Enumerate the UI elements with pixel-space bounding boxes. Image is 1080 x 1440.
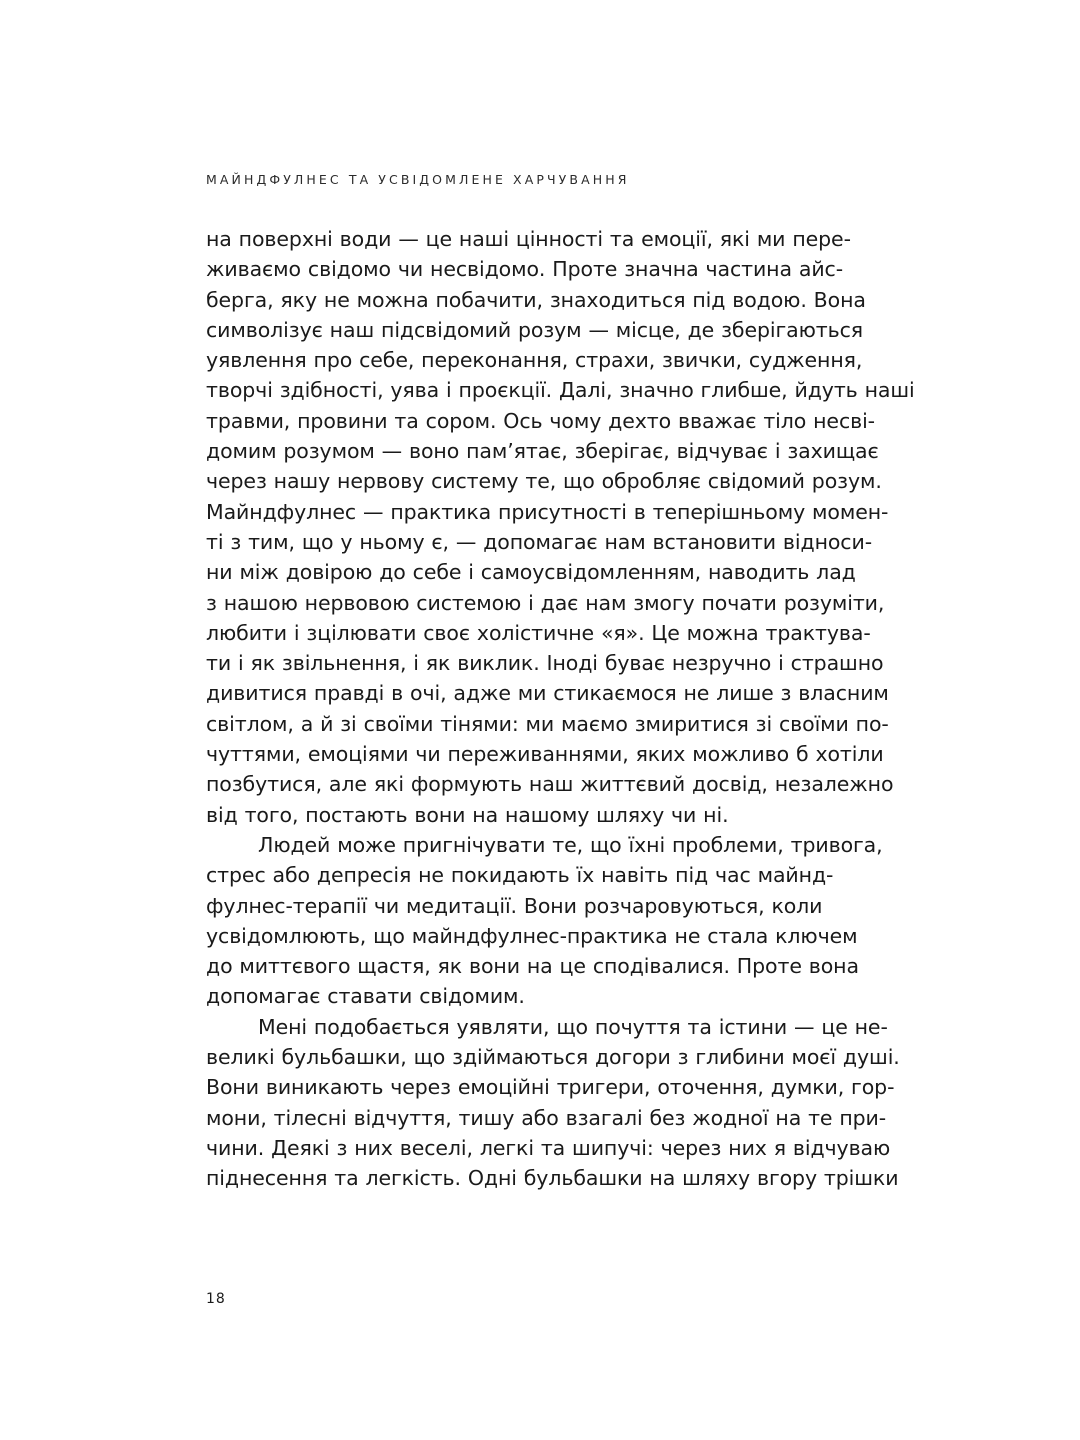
text-line: Майндфулнес — практика присутності в теперішньому момен- <box>206 499 889 524</box>
text-line: дивитися правді в очі, адже ми стикаємося не лише з власним <box>206 681 889 706</box>
text-line: символізує наш підсвідомий розум — місце, де зберігаються <box>206 317 863 342</box>
text-line: чуттями, емоціями чи переживаннями, яких можливо б хотіли <box>206 742 884 767</box>
text-line: з нашою нервовою системою і дає нам змогу почати розуміти, <box>206 590 885 615</box>
text-line: фулнес-терапії чи медитації. Вони розчаровуються, коли <box>206 893 823 918</box>
text-line: до миттєвого щастя, як вони на це сподівалися. Проте вона <box>206 954 859 979</box>
running-header: МАЙНДФУЛНЕС ТА УСВІДОМЛЕНЕ ХАРЧУВАННЯ <box>206 172 630 187</box>
text-line: ти і як звільнення, і як виклик. Іноді буває незручно і страшно <box>206 651 884 676</box>
text-line: чини. Деякі з них веселі, легкі та шипучі: через них я відчуваю <box>206 1135 891 1160</box>
text-line: любити і зцілювати своє холістичне «я». Це можна трактува- <box>206 620 871 645</box>
text-line: на поверхні води — це наші цінності та емоції, які ми пере- <box>206 227 851 251</box>
text-line: травми, провини та сором. Ось чому дехто вважає тіло несві- <box>206 408 875 433</box>
text-line: усвідомлюють, що майндфулнес-практика не стала ключем <box>206 923 858 948</box>
paragraph-start-line: Мені подобається уявляти, що почуття та істини — це не- <box>258 1014 888 1039</box>
page-number: 18 <box>206 1291 226 1307</box>
text-line: домим розумом — воно пам’ятає, зберігає, відчуває і захищає <box>206 439 879 464</box>
text-line: позбутися, але які формують наш життєвий досвід, незалежно <box>206 772 894 797</box>
text-line: піднесення та легкість. Одні бульбашки на шляху вгору трішки <box>206 1166 899 1191</box>
text-line: ті з тим, що у ньому є, — допомагає нам встановити відноси- <box>206 529 873 554</box>
text-line: великі бульбашки, що здіймаються догори з глибини моєї душі. <box>206 1045 900 1070</box>
text-line: мони, тілесні відчуття, тишу або взагалі без жодної на те при- <box>206 1105 887 1130</box>
body-text <box>206 224 946 1194</box>
text-line: допомагає ставати свідомим. <box>206 984 525 1009</box>
text-line: творчі здібності, уява і проєкції. Далі, значно глибше, йдуть наші <box>206 378 915 403</box>
text-line: від того, постають вони на нашому шляху чи ні. <box>206 802 729 827</box>
text-line: світлом, а й зі своїми тінями: ми маємо змиритися зі своїми по- <box>206 711 889 736</box>
text-line: ни між довірою до себе і самоусвідомленням, наводить лад <box>206 560 856 585</box>
text-line: берга, яку не можна побачити, знаходиться під водою. Вона <box>206 287 866 312</box>
text-line: стрес або депресія не покидають їх навіть під час майнд- <box>206 863 834 888</box>
text-line: живаємо свідомо чи несвідомо. Проте значна частина айс- <box>206 257 844 282</box>
text-line: Вони виникають через емоційні тригери, оточення, думки, гор- <box>206 1075 895 1100</box>
text-line: через нашу нервову систему те, що обробляє свідомий розум. <box>206 469 882 494</box>
paragraph-start-line: Людей може пригнічувати те, що їхні проблеми, тривога, <box>258 832 883 857</box>
text-line: уявлення про себе, переконання, страхи, звички, судження, <box>206 348 863 373</box>
